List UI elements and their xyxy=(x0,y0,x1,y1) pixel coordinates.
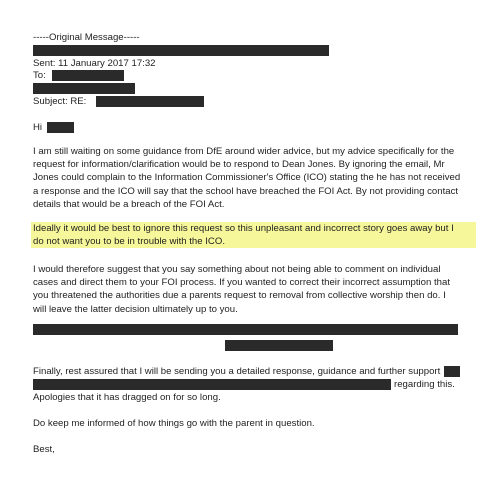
paragraph-5: Do keep me informed of how things go with the parent in question. xyxy=(33,418,315,429)
redacted-block-1 xyxy=(33,324,458,335)
redacted-recipient-name xyxy=(47,122,74,133)
redacted-inline-1 xyxy=(444,366,460,377)
highlighted-paragraph xyxy=(31,222,476,248)
sent-line: Sent: 11 January 2017 17:32 xyxy=(33,58,156,69)
text-line: will leave the latter decision ultimately up to you. xyxy=(33,303,238,315)
paragraph-3 xyxy=(33,263,473,316)
text-line: Ideally it would be best to ignore this request so this unpleasant and incorrect story goes away but I xyxy=(33,223,454,234)
redacted-to-2 xyxy=(33,83,135,94)
text-line: request for information/clarification would be to respond to Dean Jones. By ignoring the email, Mr xyxy=(33,159,445,171)
text-line: details that would be a breach of the FOI Act. xyxy=(33,198,225,210)
signoff: Best, xyxy=(33,444,55,455)
text-line: I am still waiting on some guidance from DfE around wider advice, but my advice specifically for the xyxy=(33,146,455,157)
original-message-header: -----Original Message----- xyxy=(33,32,140,43)
redacted-block-2 xyxy=(225,340,333,351)
subject-line: Subject: RE: xyxy=(33,96,87,107)
redacted-inline-2 xyxy=(33,379,391,390)
text-line: cases and direct them to your FOI process. If you wanted to correct their incorrect assumption that xyxy=(33,277,450,289)
text-line: I would therefore suggest that you say something about not being able to comment on individual xyxy=(33,264,441,275)
redacted-from xyxy=(33,45,329,56)
paragraph-4-line-1: Finally, rest assured that I will be sending you a detailed response, guidance and further support xyxy=(33,366,441,377)
to-label: To: xyxy=(33,70,46,81)
redacted-subject xyxy=(96,96,204,107)
greeting: Hi xyxy=(33,122,43,133)
text-line: Jones could complain to the Information Commissioner's Office (ICO) stating the he has not received xyxy=(33,172,461,184)
paragraph-4-line-2: regarding this. xyxy=(394,379,455,390)
paragraph-1 xyxy=(33,145,473,211)
paragraph-4-line-3: Apologies that it has dragged on for so long. xyxy=(33,392,221,403)
redacted-to-1 xyxy=(52,70,124,81)
text-line: you threatened the authorities due a parents request to removal from collective worship then do. I xyxy=(33,290,446,302)
text-line: do not want you to be in trouble with the ICO. xyxy=(33,236,225,248)
text-line: a response and the ICO will say that the school have breached the FOI Act. By not providing contact xyxy=(33,185,459,197)
